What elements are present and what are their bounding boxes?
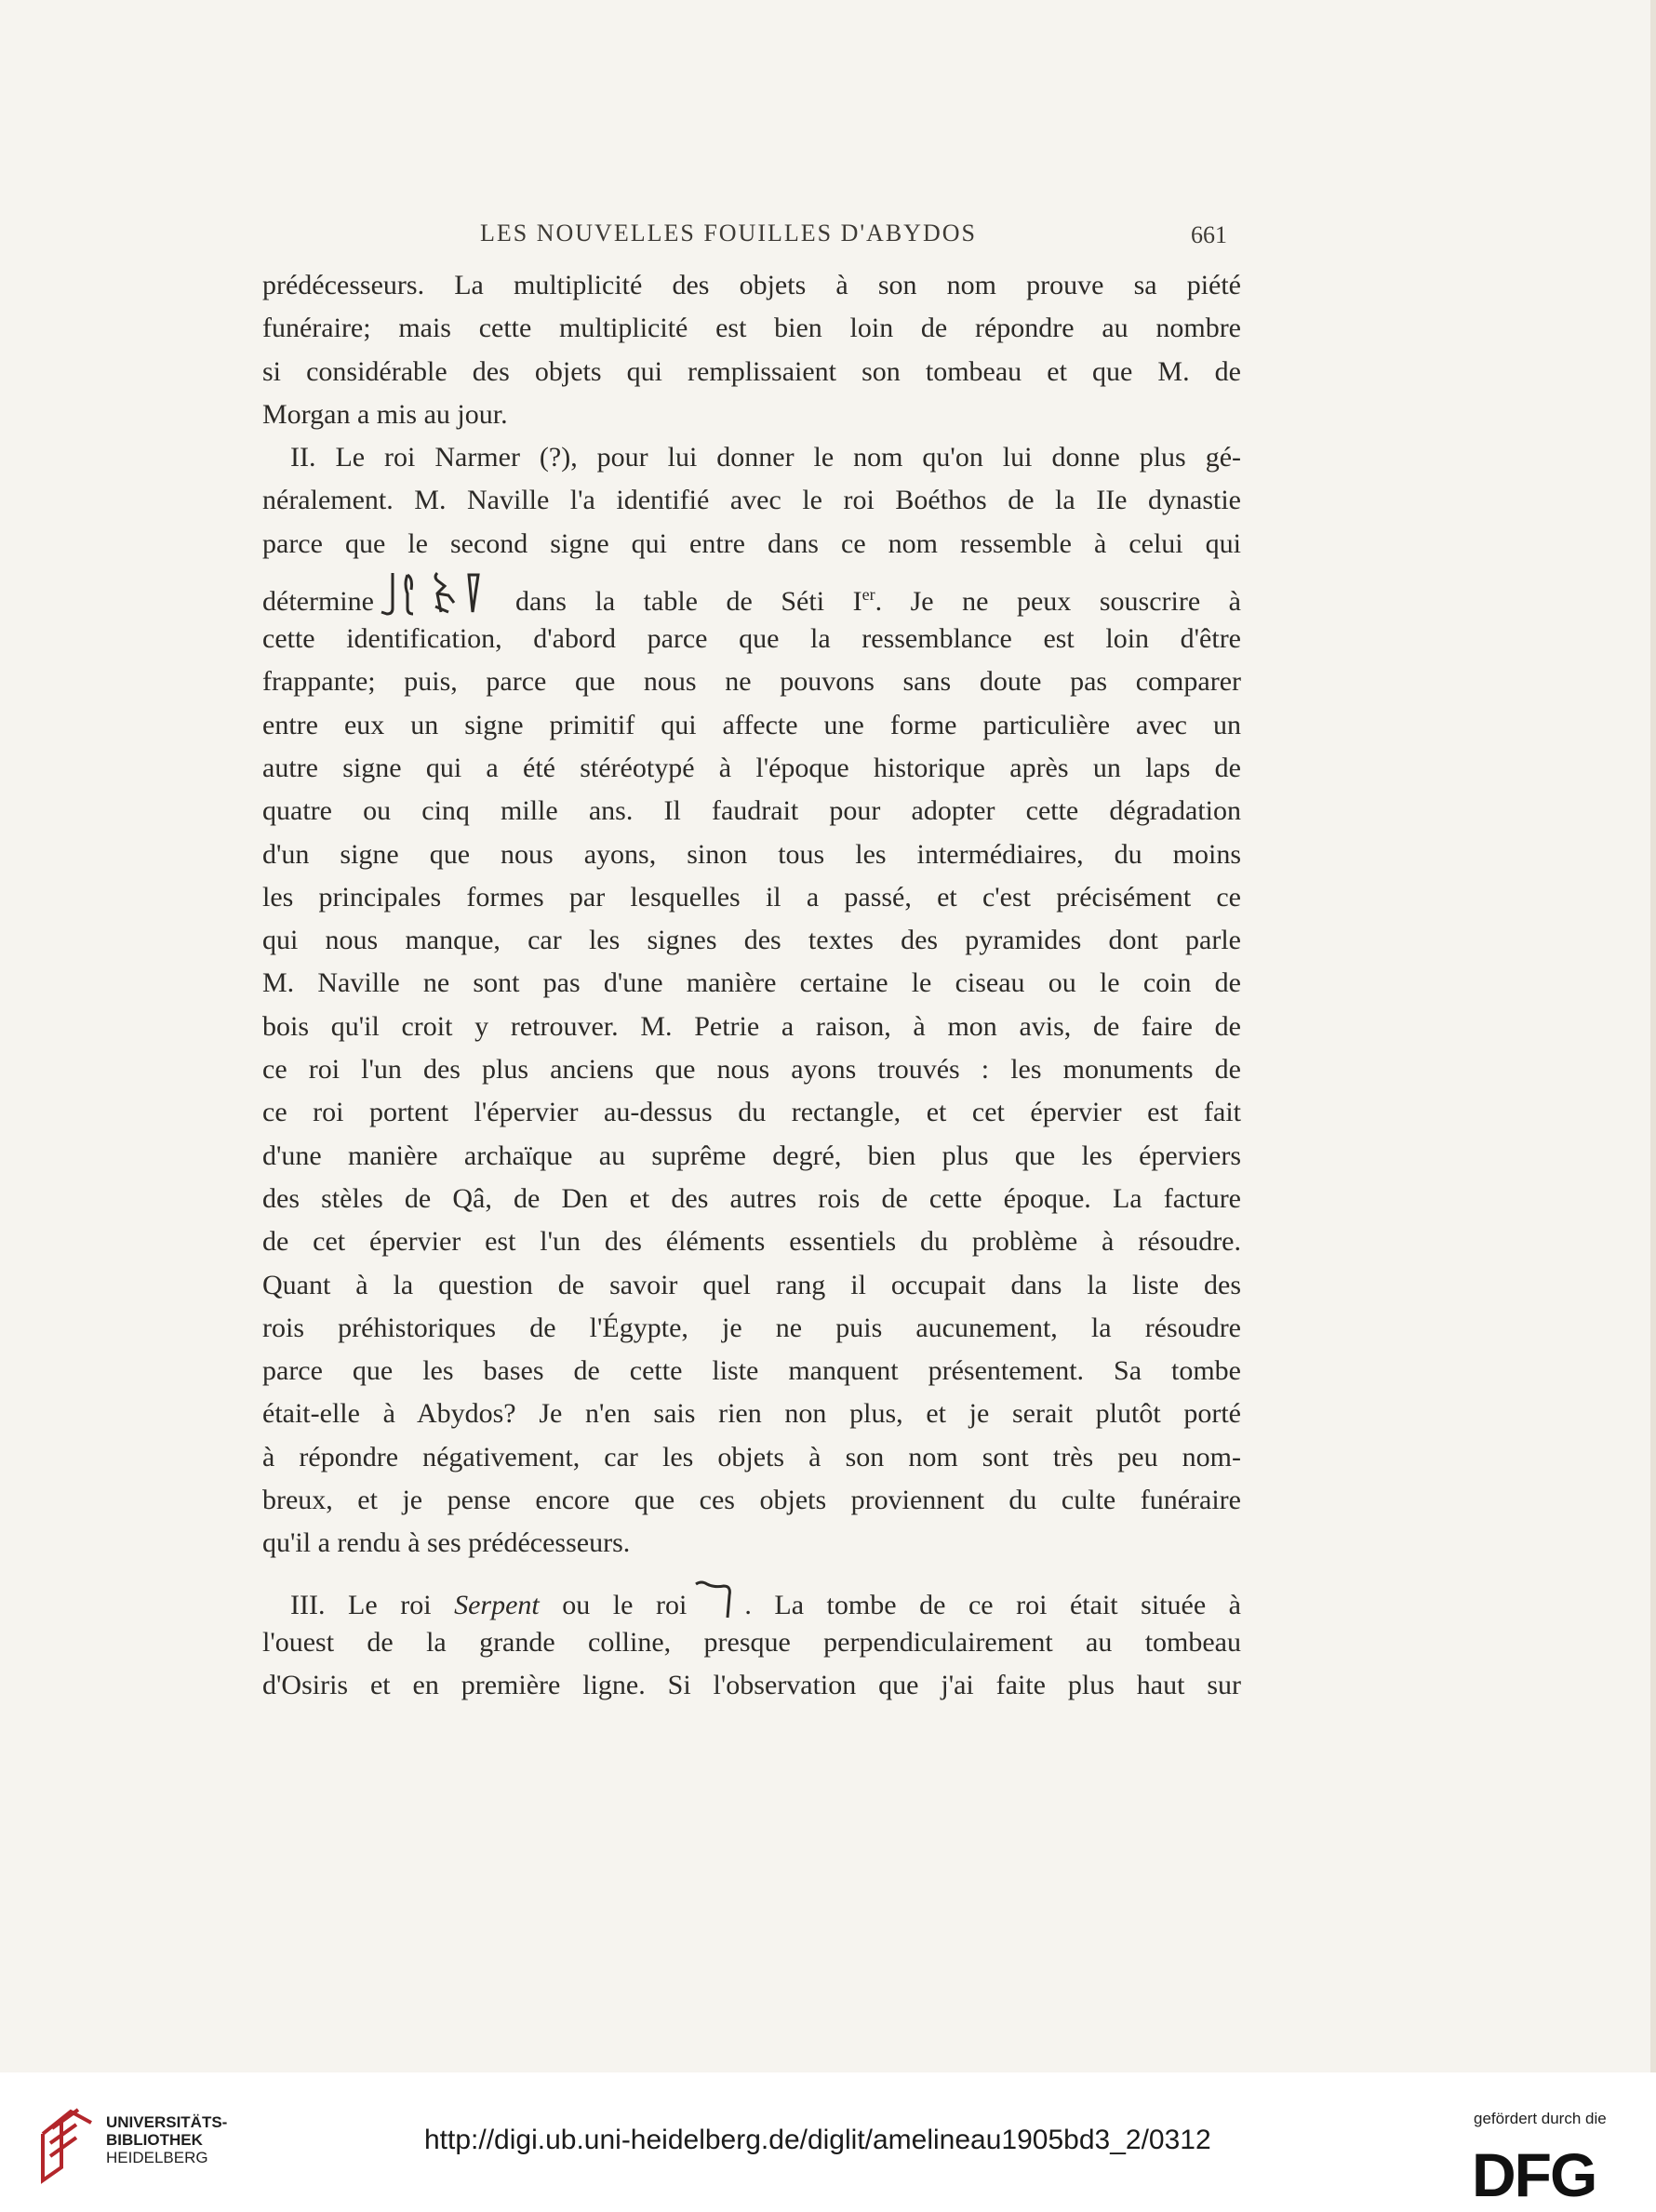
text-line: les principales formes par lesquelles il a passé, et c'est précisément ce	[262, 881, 1241, 913]
text-fragment: dans la table de Séti I	[514, 586, 862, 618]
text-line-with-serpent-sign	[262, 1579, 1241, 1621]
text-line: d'une manière archaïque au suprême degré, bien plus que les éperviers	[262, 1139, 1241, 1171]
text-line: néralement. M. Naville l'a identifié avec le roi Boéthos de la IIe dynastie	[262, 485, 1241, 516]
text-line: qu'il a rendu à ses prédécesseurs.	[262, 1527, 631, 1559]
text-line: rois préhistoriques de l'Égypte, je ne puis aucunement, la résoudre	[262, 1312, 1241, 1343]
text-line: des stèles de Qâ, de Den et des autres rois de cette époque. La facture	[262, 1182, 1241, 1214]
text-line: parce que le second signe qui entre dans ce nom ressemble à celui qui	[262, 527, 1241, 559]
text-fragment: III. Le roi	[290, 1589, 455, 1620]
funded-by-label: gefördert durch die	[1474, 2110, 1607, 2127]
text-line: M. Naville ne sont pas d'une manière certaine le ciseau ou le coin de	[262, 967, 1241, 999]
text-fragment: . La tombe de ce roi était située à	[744, 1589, 1242, 1620]
text-line: Morgan a mis au jour.	[262, 398, 508, 430]
text-line: quatre ou cinq mille ans. Il faudrait pour adopter cette dégradation	[262, 795, 1241, 827]
text-fragment: détermine	[262, 586, 374, 618]
text-line: ce roi portent l'épervier au-dessus du rectangle, et cet épervier est fait	[262, 1097, 1241, 1128]
text-line: ce roi l'un des plus anciens que nous ayons trouvés : les monuments de	[262, 1054, 1241, 1086]
text-line: était-elle à Abydos? Je n'en sais rien non plus, et je serait plutôt porté	[262, 1398, 1241, 1430]
running-title: LES NOUVELLES FOUILLES D'ABYDOS	[480, 220, 977, 247]
text-line: prédécesseurs. La multiplicité des objets à son nom prouve sa piété	[262, 270, 1241, 300]
text-line: qui nous manque, car les signes des textes des pyramides dont parle	[262, 925, 1241, 956]
scan-edge	[1650, 0, 1656, 2074]
digitization-footer	[0, 2072, 1656, 2212]
text-line: funéraire; mais cette multiplicité est bien loin de répondre au nombre	[262, 313, 1241, 344]
text-line: parce que les bases de cette liste manquent présentement. Sa tombe	[262, 1355, 1241, 1387]
text-line: bois qu'il croit y retrouver. M. Petrie a raison, à mon avis, de faire de	[262, 1010, 1241, 1042]
permalink-url[interactable]: http://digi.ub.uni-heidelberg.de/diglit/amelineau1905bd3_2/0312	[424, 2125, 1211, 2155]
text-line: cette identification, d'abord parce que la ressemblance est loin d'être	[262, 623, 1241, 655]
text-line: II. Le roi Narmer (?), pour lui donner le nom qu'on lui donne plus gé-	[290, 442, 1241, 473]
text-line: d'un signe que nous ayons, sinon tous les intermédiaires, du moins	[262, 838, 1241, 870]
text-line: d'Osiris et en première ligne. Si l'observation que j'ai faite plus haut sur	[262, 1670, 1241, 1701]
italic-word: Serpent	[454, 1589, 540, 1620]
text-fragment: . Je ne peux souscrire à	[875, 586, 1241, 618]
text-line: si considérable des objets qui remplissaient son tombeau et que M. de	[262, 355, 1241, 387]
page-body	[262, 264, 1241, 1708]
text-line: Quant à la question de savoir quel rang il occupait dans la liste des	[262, 1269, 1241, 1300]
text-line-with-hieroglyphs	[262, 566, 1241, 618]
library-name: UNIVERSITÄTS- BIBLIOTHEK HEIDELBERG	[106, 2113, 228, 2166]
text-line: frappante; puis, parce que nous ne pouvons sans doute pas comparer	[262, 666, 1241, 698]
text-line: de cet épervier est l'un des éléments essentiels du problème à résoudre.	[262, 1226, 1241, 1258]
text-line: breux, et je pense encore que ces objets proviennent du culte funéraire	[262, 1485, 1241, 1516]
text-line: entre eux un signe primitif qui affecte une forme particulière avec un	[262, 709, 1241, 740]
text-line: autre signe qui a été stéréotypé à l'époque historique après un laps de	[262, 752, 1241, 783]
text-line: l'ouest de la grande colline, presque perpendiculairement au tombeau	[262, 1626, 1241, 1658]
dfg-logo: DFG	[1472, 2140, 1596, 2209]
text-fragment: ou le roi	[539, 1589, 688, 1620]
page-number: 661	[1191, 221, 1227, 248]
superscript: er	[861, 585, 875, 605]
university-library-logo-icon	[33, 2106, 95, 2184]
text-line: à répondre négativement, car les objets à son nom sont très peu nom-	[262, 1441, 1241, 1472]
